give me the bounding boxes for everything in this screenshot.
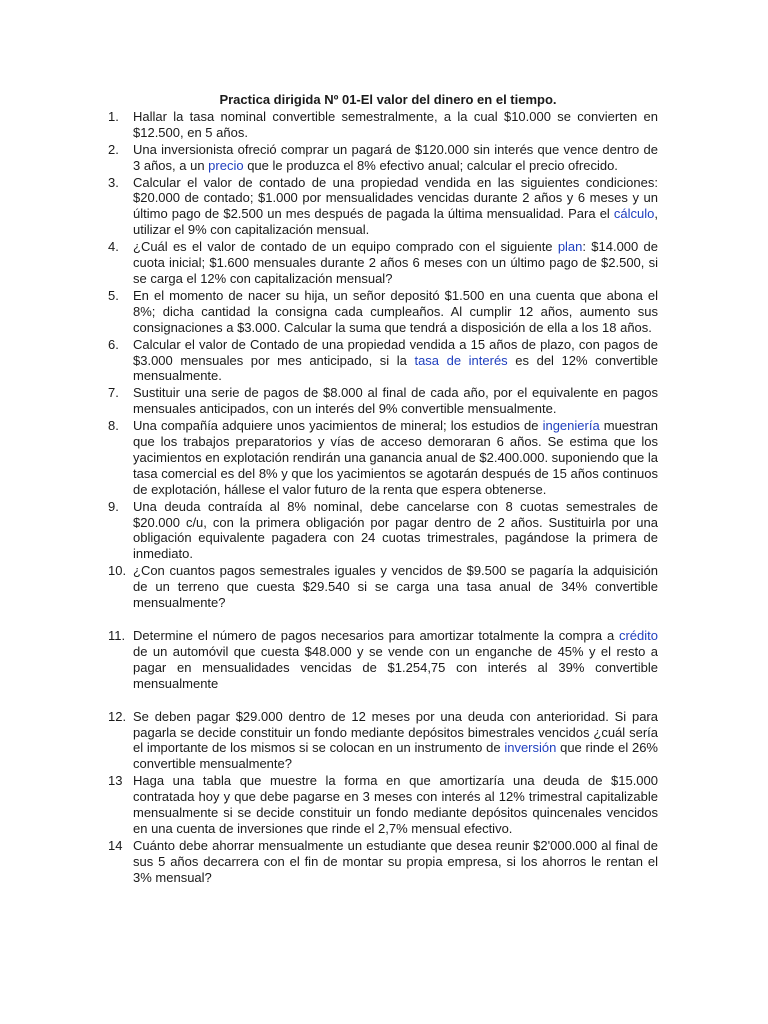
exercise-text xyxy=(133,628,658,692)
exercise-text-segment: que le produzca el 8% efectivo anual; calcular el precio ofrecido. xyxy=(243,157,618,173)
exercise-text xyxy=(133,773,658,837)
exercise-text-segment: muestran que los trabajos preparatorios y vías de acceso demoraran 6 años. Se estima que los yacimientos en explotación rendirán una ganancia anual de $2.400.000. suponiendo que la tasa comercial es del 8% y que los yacimientos se agotarán después de 15 años continuos de explotación, hállese el valor futuro de la renta que espera obtenerse. xyxy=(133,418,658,497)
exercise-text xyxy=(133,337,658,385)
page-title: Practica dirigida Nº 01-El valor del dinero en el tiempo. xyxy=(219,92,557,107)
exercise-text-segment: de un automóvil que cuesta $48.000 y se vende con un enganche de 45% y el resto a pagar en mensualidades vencidas de $1.254,75 con interés al 39% convertible mensualmente xyxy=(133,643,658,691)
exercise-text-segment: Sustituir una serie de pagos de $8.000 al final de cada año, por el equivalente en pagos mensuales anticipados, con un interés del 9% convertible mensualmente. xyxy=(133,385,658,417)
exercise-number: 4. xyxy=(108,239,119,255)
exercise-list xyxy=(108,109,658,886)
exercise-item xyxy=(108,418,658,498)
keyword-link[interactable]: precio xyxy=(208,157,244,173)
exercise-text xyxy=(133,175,658,239)
exercise-item xyxy=(108,628,658,692)
exercise-text-segment: : $14.000 de cuota inicial; $1.600 mensuales durante 2 años 6 meses con un último pago de $2.500, si se carga el 12% con capitalización mensual? xyxy=(133,239,658,286)
exercise-number: 6. xyxy=(108,336,119,352)
exercise-number: 11. xyxy=(108,628,126,643)
exercise-text-segment: Calcular el valor de Contado de una propiedad vendida a 15 años de plazo, con pagos de $3.000 mensuales por mes anticipado, si la xyxy=(133,336,658,368)
exercise-item xyxy=(108,239,658,287)
exercise-text xyxy=(133,385,658,417)
exercise-text-segment: Haga una tabla que muestre la forma en que amortizaría una deuda de $15.000 contratada hoy y que debe pagarse en 3 meses con interés al 12% trimestral capitalizable mensualmente si se decide constituir un fondo mediante depósitos quincenales vencidos en una cuenta de inversiones que rinde el 2,7% mensual efectivo. xyxy=(133,773,658,836)
exercise-number: 12. xyxy=(108,708,127,724)
exercise-item xyxy=(108,288,658,336)
exercise-number: 5. xyxy=(108,287,119,303)
exercise-text-segment: En el momento de nacer su hija, un señor depositó $1.500 en una cuenta que abona el 8%; dicha cantidad la consigna cada cumpleaños. Al cumplir 12 años, aumento sus consignaciones a $3.000. Calcular la suma que tendrá a disposición de ella a los 18 años. xyxy=(133,287,658,335)
exercise-item xyxy=(108,709,658,773)
exercise-text-segment: Cuánto debe ahorrar mensualmente un estudiante que desea reunir $2'000.000 al final de sus 5 años decarrera con el fin de montar su propia empresa, si los ahorros le rentan el 3% mensual? xyxy=(133,837,658,885)
exercise-item xyxy=(108,142,658,174)
exercise-text-segment: Calcular el valor de contado de una propiedad vendida en las siguientes condiciones: $20.000 de contado; $1.000 por mensualidades vencidas durante 2 años y 6 meses y un último pago de $2.500 un mes después de pagada la última mensualidad. Para el xyxy=(133,174,658,222)
exercise-item xyxy=(108,499,658,563)
exercise-text xyxy=(133,109,658,141)
exercise-number: 3. xyxy=(108,174,119,190)
exercise-item xyxy=(108,838,658,886)
exercise-text-segment: Una compañía adquiere unos yacimientos de mineral; los estudios de xyxy=(133,418,543,434)
keyword-link[interactable]: crédito xyxy=(618,628,658,643)
exercise-number: 7. xyxy=(108,385,119,401)
exercise-text-segment: Una deuda contraída al 8% nominal, debe cancelarse con 8 cuotas semestrales de $20.000 c/u, con la primera obligación por pagar dentro de 2 años. Sustituirla por una obligación equivalente pagadera con 24 cuotas trimestrales, pagándose la primera de inmediato. xyxy=(133,498,658,562)
exercise-text-segment: es del 12% convertible mensualmente. xyxy=(133,352,658,384)
exercise-text xyxy=(133,418,658,498)
exercise-text-segment: Se deben pagar $29.000 dentro de 12 meses por una deuda con anterioridad. Si para pagarla se decide constituir un fondo mediante depósitos bimestrales vencidos ¿cuál sería el importante de los mismos si se colocan en un instrumento de xyxy=(133,708,658,756)
exercise-item xyxy=(108,337,658,385)
exercise-number: 8. xyxy=(108,418,119,434)
exercise-text-segment: ¿Cuál es el valor de contado de un equipo comprado con el siguiente xyxy=(133,239,558,255)
exercise-number: 2. xyxy=(108,141,119,157)
exercise-text-segment: Una inversionista ofreció comprar un pagará de $120.000 sin interés que vence dentro de 3 años, a un xyxy=(133,141,658,173)
exercise-text-segment: ¿Con cuantos pagos semestrales iguales y vencidos de $9.500 se pagaría la adquisición de un terreno que cuesta $29.540 si se carga una tasa anual de 34% convertible mensualmente? xyxy=(133,563,658,611)
keyword-link[interactable]: tasa de interés xyxy=(414,352,508,368)
exercise-number: 9. xyxy=(108,498,119,514)
exercise-text-segment: Hallar la tasa nominal convertible semestralmente, a la cual $10.000 se convierten en $12.500, en 5 años. xyxy=(133,108,658,140)
exercise-item xyxy=(108,773,658,837)
exercise-text xyxy=(133,142,658,174)
exercise-item xyxy=(108,385,658,417)
exercise-item xyxy=(108,109,658,141)
exercise-text xyxy=(133,563,658,611)
keyword-link[interactable]: ingeniería xyxy=(542,418,600,434)
exercise-text xyxy=(133,709,658,773)
keyword-link[interactable]: inversión xyxy=(504,740,557,756)
exercise-item xyxy=(108,563,658,611)
exercise-text xyxy=(133,239,658,287)
exercise-text-segment: Determine el número de pagos necesarios para amortizar totalmente la compra a xyxy=(133,628,619,643)
exercise-text-segment: , utilizar el 9% con capitalización mensual. xyxy=(133,206,658,238)
exercise-number: 13 xyxy=(108,773,123,789)
exercise-number: 14 xyxy=(108,837,123,853)
exercise-number: 1. xyxy=(108,108,119,124)
keyword-link[interactable]: plan xyxy=(557,239,583,255)
exercise-text xyxy=(133,838,658,886)
exercise-item xyxy=(108,175,658,239)
exercise-text-segment: que rinde el 26% convertible mensualmente? xyxy=(133,740,658,772)
exercise-text xyxy=(133,288,658,336)
exercise-number: 10. xyxy=(108,563,127,579)
exercise-text xyxy=(133,499,658,563)
keyword-link[interactable]: cálculo xyxy=(613,206,655,222)
